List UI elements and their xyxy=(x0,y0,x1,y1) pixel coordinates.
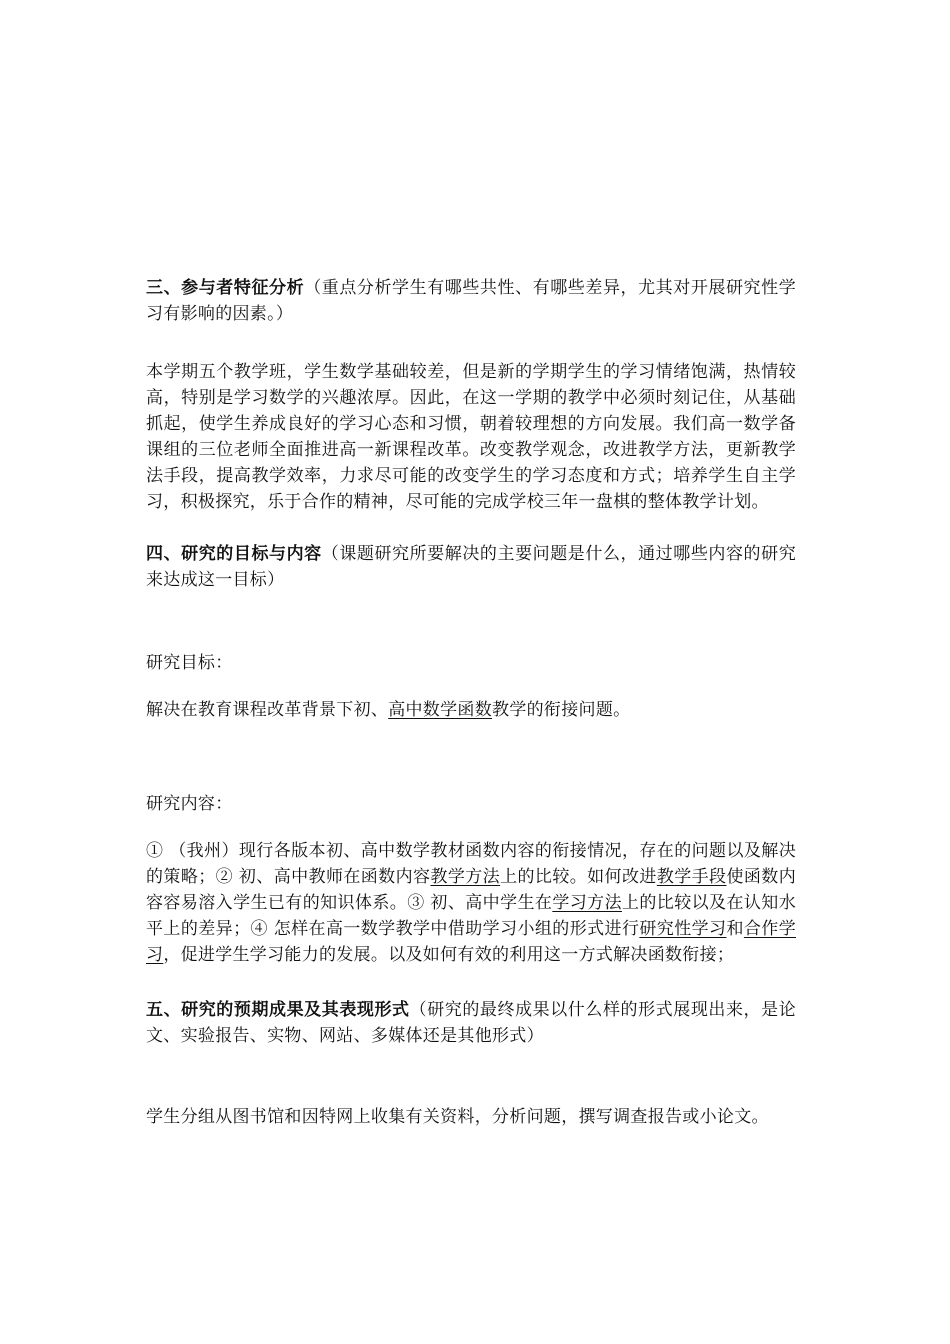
goal-text-post: 教学的衔接问题。 xyxy=(492,700,631,720)
section-5-note: （研究的最终成果以什么样的形式展现出来，是论文、实验报告、实物、网站、多媒体还是其他形式） xyxy=(146,1000,796,1046)
link-teaching-methods[interactable]: 教学方法 xyxy=(430,867,501,887)
section-5-body: 学生分组从图书馆和因特网上收集有关资料，分析问题，撰写调查报告或小论文。 xyxy=(146,1107,769,1127)
content-text-part-2: 上的比较。如何改进 xyxy=(500,867,657,887)
link-learning-methods[interactable]: 学习方法 xyxy=(552,893,622,913)
content-text-part-4: 上的比较以及在认知水平上的差异；④ 怎样在高一数学教学中借助学习小组的形式进行 xyxy=(146,893,797,939)
section-4-heading xyxy=(146,541,796,593)
section-4-note: （课题研究所要解决的主要问题是什么，通过哪些内容的研究来达成这一目标） xyxy=(146,544,796,590)
section-3-body: 本学期五个教学班，学生数学基础较差，但是新的学期学生的学习情绪饱满，热情较高，特别是学习数学的兴趣浓厚。因此，在这一学期的教学中必须时刻记住，从基础抓起，使学生养成良好的学习心态和习惯，朝着较理想的方向发展。我们高一数学备课组的三位老师全面推进高一新课程改革。改变教学观念，改进教学方法，更新教学法手段，提高教学效率，力求尽可能的改变学生的学习态度和方式；培养学生自主学习，积极探究，乐于合作的精神，尽可能的完成学校三年一盘棋的整体教学计划。 xyxy=(146,362,796,512)
content-text-part-6: ，促进学生学习能力的发展。以及如何有效的利用这一方式解决函数衔接； xyxy=(163,945,735,965)
section-3-heading xyxy=(146,275,796,327)
link-high-school-math-functions[interactable]: 高中数学函数 xyxy=(388,700,493,720)
section-4-title: 四、研究的目标与内容 xyxy=(146,544,322,564)
section-5-heading xyxy=(146,997,796,1049)
research-goal-label: 研究目标： xyxy=(146,653,233,673)
research-content-label: 研究内容： xyxy=(146,794,233,814)
section-3-note: （重点分析学生有哪些共性、有哪些差异，尤其对开展研究性学习有影响的因素。） xyxy=(146,278,797,324)
content-text-part-3: 使函数内容容易溶入学生已有的知识体系。③ 初、高中学生在 xyxy=(146,867,796,913)
section-3-title: 三、参与者特征分析 xyxy=(146,278,305,298)
research-content-text xyxy=(146,838,796,968)
section-5-title: 五、研究的预期成果及其表现形式 xyxy=(146,1000,410,1020)
goal-text-pre: 解决在教育课程改革背景下初、 xyxy=(146,700,389,720)
content-text-part-1: ① （我州）现行各版本初、高中数学教材函数内容的衔接情况，存在的问题以及解决的策略；② 初、高中教师在函数内容 xyxy=(146,841,796,887)
research-goal-text xyxy=(146,697,630,723)
link-teaching-means[interactable]: 教学手段 xyxy=(656,867,727,887)
link-research-learning[interactable]: 研究性学习 xyxy=(639,919,727,939)
link-cooperative-learning[interactable]: 合作学习 xyxy=(146,919,797,965)
content-text-part-5: 和 xyxy=(726,919,744,939)
